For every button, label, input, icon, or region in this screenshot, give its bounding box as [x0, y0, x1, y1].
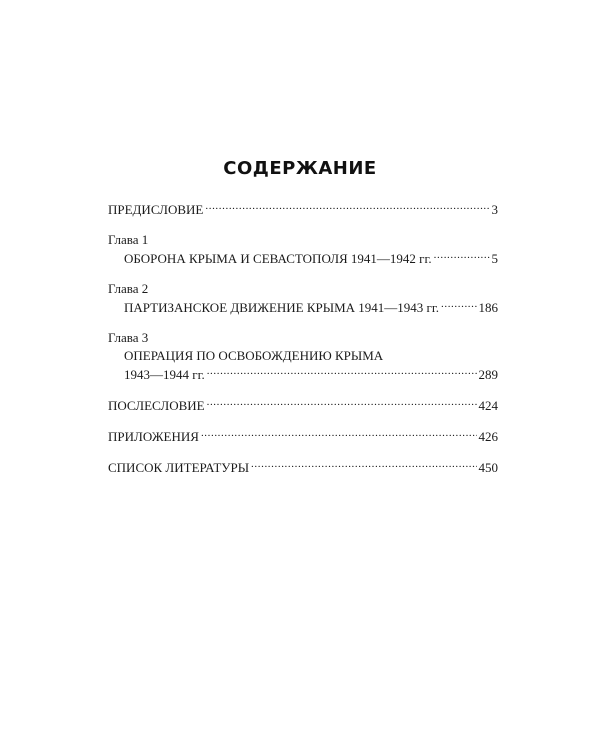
- toc-page-number: 289: [478, 367, 498, 382]
- chapter-heading: Глава 1: [108, 232, 149, 247]
- toc-entry-label: ПРЕДИСЛОВИЕ: [108, 202, 204, 217]
- dot-leader: [205, 200, 489, 214]
- toc-page-number: 450: [478, 460, 498, 475]
- dot-leader: [441, 298, 477, 312]
- toc-entry-label-continued: 1943—1944 гг.: [124, 367, 205, 382]
- toc-entry-preface: [108, 200, 498, 219]
- toc-entry-label: ОПЕРАЦИЯ ПО ОСВОБОЖДЕНИЮ КРЫМА: [124, 348, 384, 363]
- dot-leader: [207, 396, 477, 410]
- toc-entry-label: ПАРТИЗАНСКОЕ ДВИЖЕНИЕ КРЫМА 1941—1943 гг.: [124, 300, 439, 315]
- chapter-heading: Глава 2: [108, 281, 149, 296]
- dot-leader: [251, 458, 476, 472]
- toc-entry-label: СПИСОК ЛИТЕРАТУРЫ: [108, 460, 250, 475]
- toc-entry-label: ПРИЛОЖЕНИЯ: [108, 429, 199, 444]
- toc-page-number: 186: [478, 300, 498, 315]
- dot-leader: [207, 365, 477, 379]
- toc-entry-label: ПОСЛЕСЛОВИЕ: [108, 398, 205, 413]
- toc-entry-chapter-2: [108, 280, 498, 317]
- toc-page-number: 424: [478, 398, 498, 413]
- chapter-heading: Глава 3: [108, 330, 149, 345]
- toc-entry-chapter-1: [108, 231, 498, 268]
- toc-entry-appendices: [108, 427, 498, 446]
- table-of-contents: [108, 200, 498, 489]
- toc-page-number: 426: [478, 429, 498, 444]
- toc-title: СОДЕРЖАНИЕ: [223, 158, 377, 179]
- toc-page-number: 5: [491, 251, 498, 266]
- toc-entry-label: ОБОРОНА КРЫМА И СЕВАСТОПОЛЯ 1941—1942 гг.: [124, 251, 432, 266]
- toc-entry-bibliography: [108, 458, 498, 477]
- toc-page-number: 3: [491, 202, 498, 217]
- toc-entry-afterword: [108, 396, 498, 415]
- dot-leader: [201, 427, 477, 441]
- dot-leader: [434, 249, 490, 263]
- toc-entry-chapter-3: [108, 329, 498, 384]
